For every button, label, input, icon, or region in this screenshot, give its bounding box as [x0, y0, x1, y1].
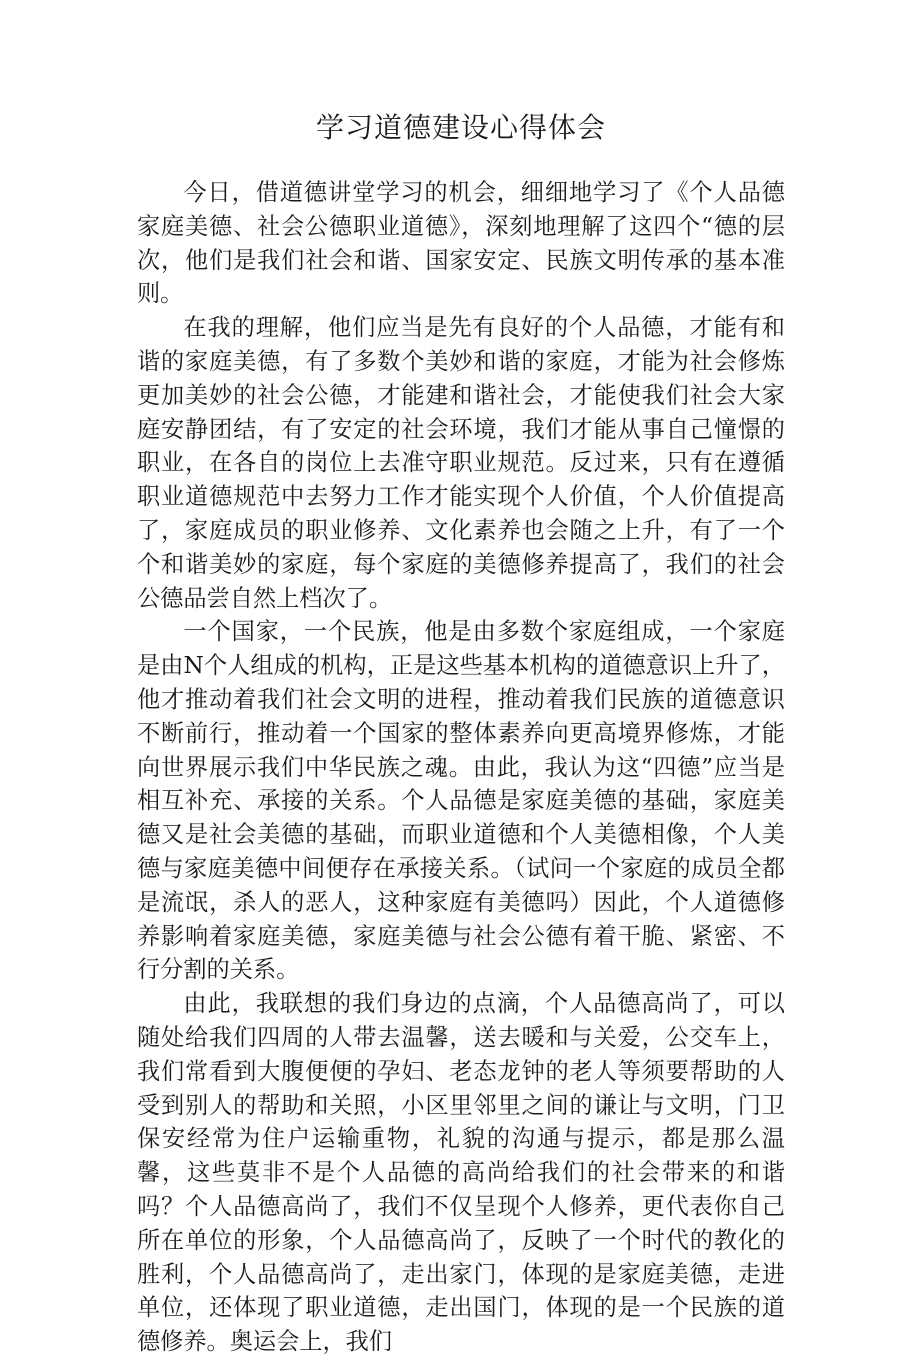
paragraph-3: 一个国家，一个民族，他是由多数个家庭组成，一个家庭是由N个人组成的机构，正是这些基本机构的道德意识上升了，他才推动着我们社会文明的进程，推动着我们民族的道德意识不断前行，推动着一个国家的整体素养向更高境界修炼，才能向世界展示我们中华民族之魂。由此，我认为这“四德”应当是相互补充、承接的关系。个人品德是家庭美德的基础，家庭美德又是社会美德的基础，而职业道德和个人美德相像，个人美德与家庭美德中间便存在承接关系。（试问一个家庭的成员全都是流氓，杀人的恶人，这种家庭有美德吗）因此，个人道德修养影响着家庭美德，家庭美德与社会公德有着干脆、紧密、不行分割的关系。: [137, 618, 785, 984]
document-title: 学习道德建设心得体会: [315, 111, 606, 144]
paragraph-2: 在我的理解，他们应当是先有良好的个人品德，才能有和谐的家庭美德，有了多数个美妙和谐的家庭，才能为社会修炼更加美妙的社会公德，才能建和谐社会，才能使我们社会大家庭安静团结，有了安定的社会环境，我们才能从事自己憧憬的职业，在各自的岗位上去准守职业规范。反过来，只有在遵循职业道德规范中去努力工作才能实现个人价值，个人价值提高了，家庭成员的职业修养、文化素养也会随之上升，有了一个个和谐美妙的家庭，每个家庭的美德修养提高了，我们的社会公德品尝自然上档次了。: [137, 314, 785, 612]
document-page: [137, 108, 785, 1359]
paragraph-1: 今日，借道德讲堂学习的机会，细细地学习了《个人品德家庭美德、社会公德职业道德》，深刻地理解了这四个“德的层次，他们是我们社会和谐、国家安定、民族文明传承的基本准则。: [137, 179, 785, 308]
paragraph-4: 由此，我联想的我们身边的点滴，个人品德高尚了，可以随处给我们四周的人带去温馨，送去暖和与关爱，公交车上，我们常看到大腹便便的孕妇、老态龙钟的老人等须要帮助的人受到别人的帮助和关照，小区里邻里之间的谦让与文明，门卫保安经常为住户运输重物，礼貌的沟通与提示，都是那么温馨，这些莫非不是个人品德的高尚给我们的社会带来的和谐吗？个人品德高尚了，我们不仅呈现个人修养，更代表你自己所在单位的形象，个人品德高尚了，反映了一个时代的教化的胜利，个人品德高尚了，走出家门，体现的是家庭美德，走进单位，还体现了职业道德，走出国门，体现的是一个民族的道德修养。奥运会上，我们: [137, 990, 785, 1356]
